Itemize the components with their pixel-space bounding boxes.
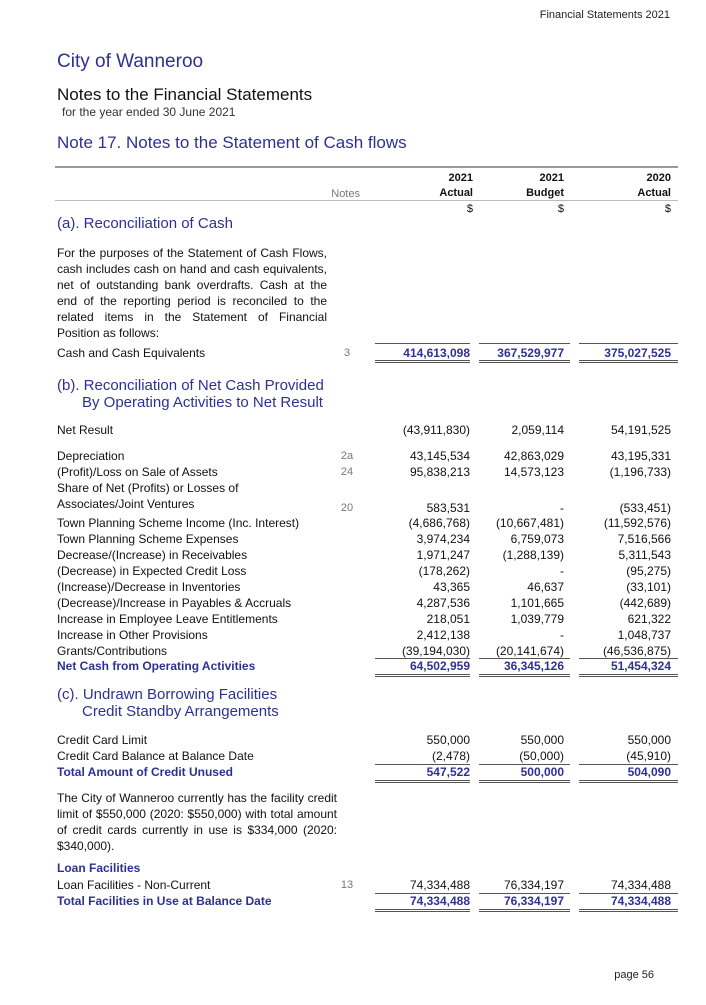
row-value-2021-actual: (178,262): [418, 564, 470, 578]
row-value-2021-actual: 74,334,488: [409, 878, 470, 892]
row-note: 24: [340, 466, 354, 478]
row-label: (Decrease) in Expected Credit Loss: [57, 564, 247, 578]
row-value-2021-budget: 2,059,114: [511, 423, 564, 437]
row-value-2020-actual: 7,516,566: [617, 532, 671, 546]
cash-equivalents-row: [57, 345, 678, 361]
row-label: (Decrease)/Increase in Payables & Accruals: [57, 596, 292, 610]
note-title: Note 17. Notes to the Statement of Cash flows: [57, 133, 407, 152]
section-c-title-line2: Credit Standby Arrangements: [82, 703, 279, 720]
double-rule: [375, 360, 470, 363]
col3-currency: $: [664, 203, 671, 215]
page-number: page 56: [614, 969, 654, 981]
header-underline: [55, 200, 678, 201]
row-value-2021-budget: 36,345,126: [503, 659, 564, 673]
header-rule: [55, 166, 678, 168]
row-value-2021-budget: -: [560, 501, 564, 515]
row-label: Town Planning Scheme Income (Inc. Interest): [57, 516, 300, 530]
table-row-values: [57, 500, 678, 516]
row-note: 13: [340, 879, 354, 891]
row-value-2020-actual: (45,910): [626, 749, 671, 763]
row-value-2021-actual: (39,194,030): [401, 644, 470, 658]
row-value-2021-budget: (10,667,481): [495, 516, 564, 530]
row-value-2021-budget: 1,101,665: [510, 596, 564, 610]
section-b-title-line2: By Operating Activities to Net Result: [82, 394, 323, 411]
row-note: 20: [340, 502, 354, 514]
row-value-2021-actual: (4,686,768): [408, 516, 470, 530]
row-label: Loan Facilities - Non-Current: [57, 878, 211, 892]
row-value-2021-budget: 76,334,197: [503, 894, 564, 908]
row-value-2021-budget: 1,039,779: [510, 612, 564, 626]
net-result-row: [57, 422, 678, 438]
row-value-2021-budget: 76,334,197: [503, 878, 564, 892]
row-value-2021-actual: 64,502,959: [409, 659, 470, 673]
row-label: Total Facilities in Use at Balance Date: [57, 894, 272, 908]
col2-label: Budget: [526, 187, 564, 199]
table-row: [57, 877, 678, 893]
row-label: Total Amount of Credit Unused: [57, 765, 233, 779]
row-value-2021-budget: (20,141,674): [495, 644, 564, 658]
double-rule: [479, 360, 570, 363]
row-value-2021-budget: -: [560, 628, 564, 642]
rule: [375, 343, 470, 344]
operating-total-row: [57, 658, 678, 674]
section-a-title: (a). Reconciliation of Cash: [57, 215, 233, 232]
row-value-2021-budget: 46,637: [527, 580, 564, 594]
table-row: [57, 563, 678, 579]
row-value-2020-actual: 43,195,331: [610, 449, 671, 463]
double-rule: [375, 674, 470, 677]
row-value-2021-actual: 3,974,234: [416, 532, 470, 546]
row-label: Increase in Employee Leave Entitlements: [57, 612, 278, 626]
double-rule: [375, 909, 470, 912]
document-header-title: Financial Statements 2021: [539, 9, 670, 21]
row-value-2020-actual: 375,027,525: [604, 346, 671, 360]
row-value-2021-actual: 43,145,534: [409, 449, 470, 463]
row-value-2021-actual: 1,971,247: [416, 548, 470, 562]
row-label: Associates/Joint Ventures: [57, 497, 195, 511]
section-c-paragraph: The City of Wanneroo currently has the facility credit limit of $550,000 (2020: $550,000) with total amount of credit cards currently in use is $334,000 (2020: $340,000).: [57, 791, 337, 853]
double-rule: [579, 780, 678, 783]
row-value-2021-actual: 218,051: [426, 612, 470, 626]
row-label: Credit Card Balance at Balance Date: [57, 749, 254, 763]
table-row: [57, 579, 678, 595]
row-value-2021-actual: 74,334,488: [409, 894, 470, 908]
row-value-2021-actual: 4,287,536: [416, 596, 470, 610]
loan-facilities-heading: Loan Facilities: [57, 861, 141, 875]
col1-currency: $: [466, 203, 473, 215]
col1-label: Actual: [439, 187, 473, 199]
table-row: [57, 531, 678, 547]
row-value-2020-actual: 54,191,525: [610, 423, 671, 437]
row-value-2021-actual: (2,478): [431, 749, 470, 763]
col2-currency: $: [557, 203, 564, 215]
row-label: Net Result: [57, 423, 114, 437]
rule: [479, 343, 570, 344]
row-note: 2a: [340, 450, 354, 462]
row-value-2021-budget: 6,759,073: [510, 532, 564, 546]
row-value-2021-actual: 95,838,213: [409, 465, 470, 479]
double-rule: [579, 360, 678, 363]
row-label: (Increase)/Decrease in Inventories: [57, 580, 241, 594]
entity-name: City of Wanneroo: [57, 51, 204, 72]
table-row: [57, 448, 678, 464]
row-value-2021-actual: 2,412,138: [416, 628, 470, 642]
table-row: [57, 547, 678, 563]
rule: [579, 343, 678, 344]
row-value-2020-actual: (1,196,733): [609, 465, 671, 479]
row-value-2021-actual: 43,365: [433, 580, 470, 594]
row-value-2021-budget: 14,573,123: [503, 465, 564, 479]
row-label: Cash and Cash Equivalents: [57, 346, 206, 360]
row-value-2020-actual: 550,000: [627, 733, 671, 747]
row-value-2021-actual: 550,000: [426, 733, 470, 747]
row-label: Increase in Other Provisions: [57, 628, 208, 642]
row-value-2021-budget: -: [560, 564, 564, 578]
table-row: [57, 748, 678, 764]
row-value-2020-actual: (33,101): [626, 580, 671, 594]
row-value-2020-actual: 74,334,488: [610, 878, 671, 892]
notes-column-header: Notes: [331, 188, 360, 200]
row-label: Grants/Contributions: [57, 644, 168, 658]
section-b-title-line1: (b). Reconciliation of Net Cash Provided: [57, 377, 324, 394]
table-row: [57, 627, 678, 643]
table-row: [57, 643, 678, 659]
credit-unused-total-row: [57, 764, 678, 780]
row-label: Net Cash from Operating Activities: [57, 659, 256, 673]
row-value-2021-budget: 500,000: [520, 765, 564, 779]
row-value-2021-budget: 42,863,029: [503, 449, 564, 463]
table-row: [57, 611, 678, 627]
row-value-2020-actual: 5,311,543: [618, 548, 671, 562]
row-label: Credit Card Limit: [57, 733, 148, 747]
row-value-2021-budget: (50,000): [519, 749, 564, 763]
row-value-2021-budget: (1,288,139): [502, 548, 564, 562]
section-a-paragraph: For the purposes of the Statement of Cash Flows, cash includes cash on hand and cash equivalents, net of outstanding bank overdrafts. Cash at the end of the reporting period is reconciled to the related items in the Statement of Financial Position as follows:: [57, 246, 327, 340]
row-value-2020-actual: (46,536,875): [602, 644, 671, 658]
facilities-total-row: [57, 893, 678, 909]
reporting-period: for the year ended 30 June 2021: [62, 105, 236, 119]
table-row: [57, 515, 678, 531]
row-value-2020-actual: 1,048,737: [617, 628, 671, 642]
row-value-2021-actual: 414,613,098: [403, 346, 470, 360]
col3-year: 2020: [646, 172, 671, 184]
row-value-2020-actual: 621,322: [627, 612, 671, 626]
row-label: Town Planning Scheme Expenses: [57, 532, 239, 546]
col3-label: Actual: [637, 187, 671, 199]
row-value-2021-budget: 367,529,977: [497, 346, 564, 360]
double-rule: [375, 780, 470, 783]
table-row: [57, 595, 678, 611]
double-rule: [479, 780, 570, 783]
row-label: Decrease/(Increase) in Receivables: [57, 548, 248, 562]
table-row: [57, 480, 678, 496]
row-note: 3: [343, 347, 351, 359]
row-value-2020-actual: 504,090: [627, 765, 671, 779]
row-value-2021-actual: 583,531: [426, 501, 470, 515]
double-rule: [579, 674, 678, 677]
row-value-2021-budget: 550,000: [520, 733, 564, 747]
section-c-title-line1: (c). Undrawn Borrowing Facilities: [57, 686, 278, 703]
row-value-2020-actual: (533,451): [619, 501, 671, 515]
row-value-2021-actual: (43,911,830): [402, 423, 470, 437]
row-value-2020-actual: 74,334,488: [610, 894, 671, 908]
row-label: (Profit)/Loss on Sale of Assets: [57, 465, 218, 479]
double-rule: [579, 909, 678, 912]
row-value-2020-actual: (95,275): [626, 564, 671, 578]
row-value-2020-actual: (442,689): [619, 596, 671, 610]
row-value-2020-actual: (11,592,576): [603, 516, 671, 530]
col2-year: 2021: [539, 172, 564, 184]
table-row: [57, 732, 678, 748]
double-rule: [479, 909, 570, 912]
row-value-2021-actual: 547,522: [426, 765, 470, 779]
row-value-2020-actual: 51,454,324: [610, 659, 671, 673]
page-subtitle: Notes to the Financial Statements: [57, 85, 313, 104]
row-label: Depreciation: [57, 449, 125, 463]
col1-year: 2021: [448, 172, 473, 184]
double-rule: [479, 674, 570, 677]
row-label: Share of Net (Profits) or Losses of: [57, 481, 239, 495]
table-row: [57, 464, 678, 480]
